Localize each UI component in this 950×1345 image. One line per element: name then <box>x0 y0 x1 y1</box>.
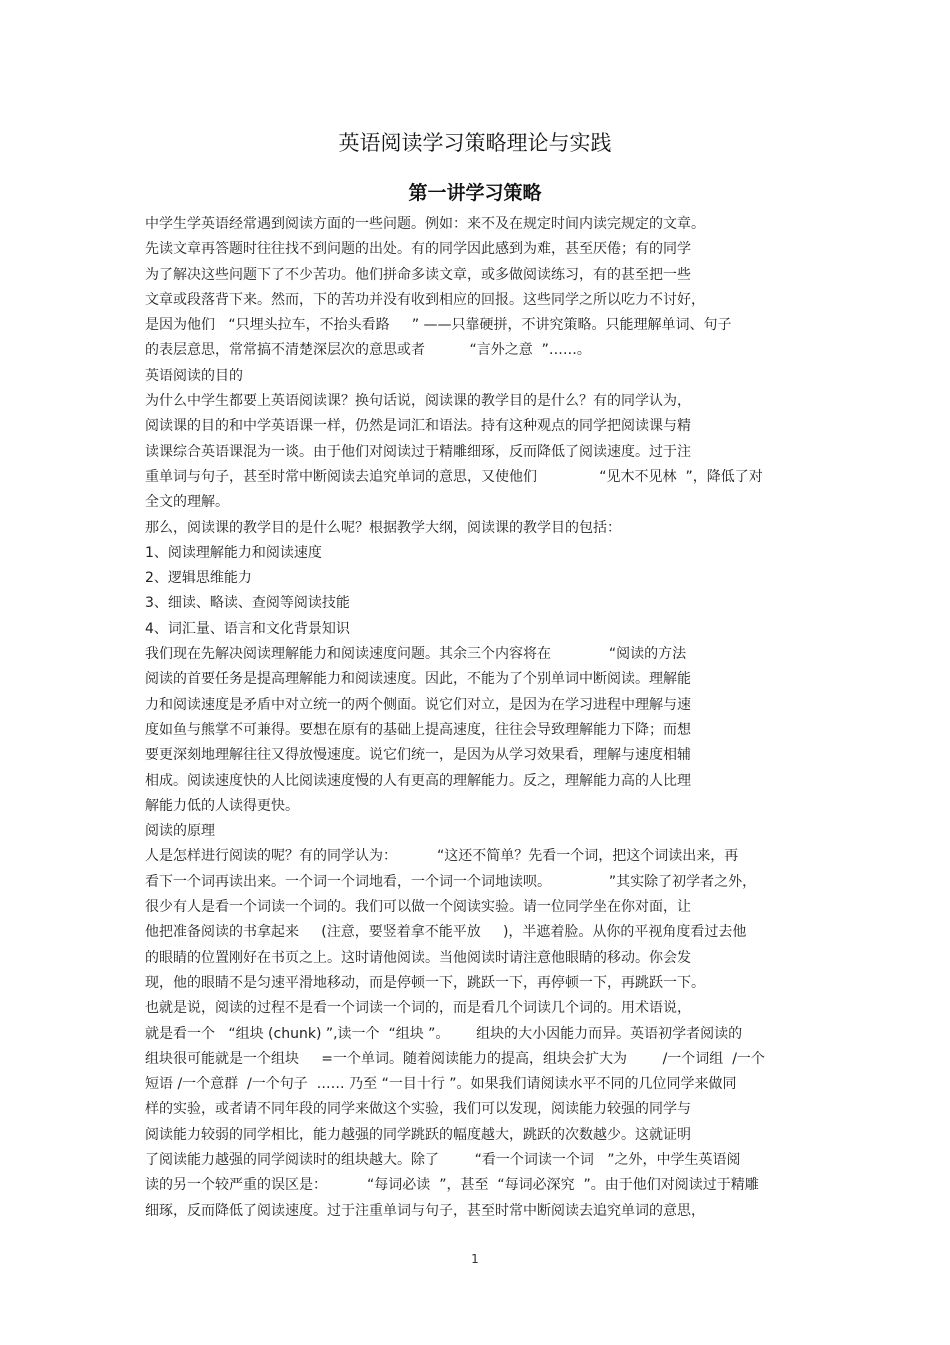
body-line: 了阅读能力越强的同学阅读时的组块越大。除了 “看一个词读一个词 ”之外，中学生英语阅 <box>145 1151 741 1168</box>
body-line: 文章或段落背下来。然而，下的苦功并没有收到相应的回报。这些同学之所以吃力不讨好， <box>145 291 705 308</box>
body-line: 解能力低的人读得更快。 <box>145 797 299 814</box>
body-line: 人是怎样进行阅读的呢？有的同学认为： “这还不简单？先看一个词，把这个词读出来，再 <box>145 848 739 865</box>
body-line: 英语阅读的目的 <box>145 367 243 384</box>
body-line: 3、细读、略读、查阅等阅读技能 <box>145 595 350 612</box>
body-line: 我们现在先解决阅读理解能力和阅读速度问题。其余三个内容将在 “阅读的方法 <box>145 646 687 663</box>
page-number: 1 <box>471 1252 479 1266</box>
body-line: 重单词与句子，甚至时常中断阅读去追究单词的意思，又使他们 “见木不见林 ”，降低了对 <box>145 468 763 485</box>
document-title: 英语阅读学习策略理论与实践 <box>338 131 612 155</box>
body-line: 很少有人是看一个词读一个词的。我们可以做一个阅读实验。请一位同学坐在你对面，让 <box>145 899 691 916</box>
body-line: 细琢，反而降低了阅读速度。过于注重单词与句子，甚至时常中断阅读去追究单词的意思， <box>145 1202 705 1219</box>
body-line: 看下一个词再读出来。一个词一个词地看，一个词一个词地读呗。 ”其实除了初学者之外， <box>145 873 757 890</box>
body-line: 读课综合英语课混为一谈。由于他们对阅读过于精雕细琢，反而降低了阅读速度。过于注 <box>145 443 691 460</box>
body-line: 为什么中学生都要上英语阅读课？换句话说，阅读课的教学目的是什么？有的同学认为， <box>145 393 691 410</box>
body-line: 先读文章再答题时往往找不到问题的出处。有的同学因此感到为难，甚至厌倦；有的同学 <box>145 241 691 258</box>
body-line: 中学生学英语经常遇到阅读方面的一些问题。例如：来不及在规定时间内读完规定的文章。 <box>145 216 705 232</box>
body-line: 的眼睛的位置刚好在书页之上。这时请他阅读。当他阅读时请注意他眼睛的移动。你会发 <box>145 949 691 966</box>
body-line: 要更深刻地理解往往又得放慢速度。说它们统一，是因为从学习效果看，理解与速度相辅 <box>145 747 691 764</box>
body-line: 读的另一个较严重的误区是： “每词必读 ”，甚至 “每词必深究 ”。由于他们对阅读过于精雕 <box>145 1177 759 1194</box>
body-line: 现，他的眼睛不是匀速平滑地移动，而是停顿一下，跳跃一下，再停顿一下，再跳跃一下。 <box>145 974 705 991</box>
body-line: 4、词汇量、语言和文化背景知识 <box>145 620 350 637</box>
body-text <box>145 212 810 1224</box>
body-line: 相成。阅读速度快的人比阅读速度慢的人有更高的理解能力。反之，理解能力高的人比理 <box>145 772 691 789</box>
body-line: 力和阅读速度是矛盾中对立统一的两个侧面。说它们对立，是因为在学习进程中理解与速 <box>145 696 691 713</box>
body-line: 短语 /一个意群 /一个句子 …… 乃至 “一目十行 ”。如果我们请阅读水平不同的几位同学来做同 <box>145 1076 737 1093</box>
body-line: 度如鱼与熊掌不可兼得。要想在原有的基础上提高速度，往往会导致理解能力下降；而想 <box>145 721 691 738</box>
body-line: 组块很可能就是一个组块 =一个单词。随着阅读能力的提高，组块会扩大为 /一个词组 /一个 <box>145 1050 765 1067</box>
body-line: 阅读能力较弱的同学相比，能力越强的同学跳跃的幅度越大，跳跃的次数越少。这就证明 <box>145 1126 691 1143</box>
body-line: 1、阅读理解能力和阅读速度 <box>145 544 322 561</box>
body-line: 就是看一个 “组块 (chunk) ”,读一个 “组块 ”。 组块的大小因能力而异。英语初学者阅读的 <box>145 1025 743 1042</box>
body-line: 阅读的原理 <box>145 823 215 840</box>
body-line: 全文的理解。 <box>145 494 229 511</box>
body-line: 的表层意思，常常搞不清楚深层次的意思或者 “言外之意 ”……。 <box>145 342 591 359</box>
body-line: 阅读课的目的和中学英语课一样，仍然是词汇和语法。持有这种观点的同学把阅读课与精 <box>145 418 691 435</box>
body-line: 样的实验，或者请不同年段的同学来做这个实验，我们可以发现，阅读能力较强的同学与 <box>145 1101 691 1118</box>
body-line: 2、逻辑思维能力 <box>145 570 252 587</box>
lecture-heading: 第一讲学习策略 <box>408 182 542 204</box>
body-line: 他把准备阅读的书拿起来 (注意，要竖着拿不能平放 )，半遮着脸。从你的平视角度看过去他 <box>145 924 747 941</box>
body-line: 那么，阅读课的教学目的是什么呢？根据教学大纲，阅读课的教学目的包括： <box>145 519 621 536</box>
body-line: 阅读的首要任务是提高理解能力和阅读速度。因此，不能为了个别单词中断阅读。理解能 <box>145 671 691 688</box>
body-line: 为了解决这些问题下了不少苦功。他们拼命多读文章，或多做阅读练习，有的甚至把一些 <box>145 266 691 283</box>
body-line: 是因为他们 “只埋头拉车，不抬头看路 ” ——只靠硬拼，不讲究策略。只能理解单词、句子 <box>145 317 732 334</box>
body-line: 也就是说，阅读的过程不是看一个词读一个词的，而是看几个词读几个词的。用术语说， <box>145 1000 691 1017</box>
